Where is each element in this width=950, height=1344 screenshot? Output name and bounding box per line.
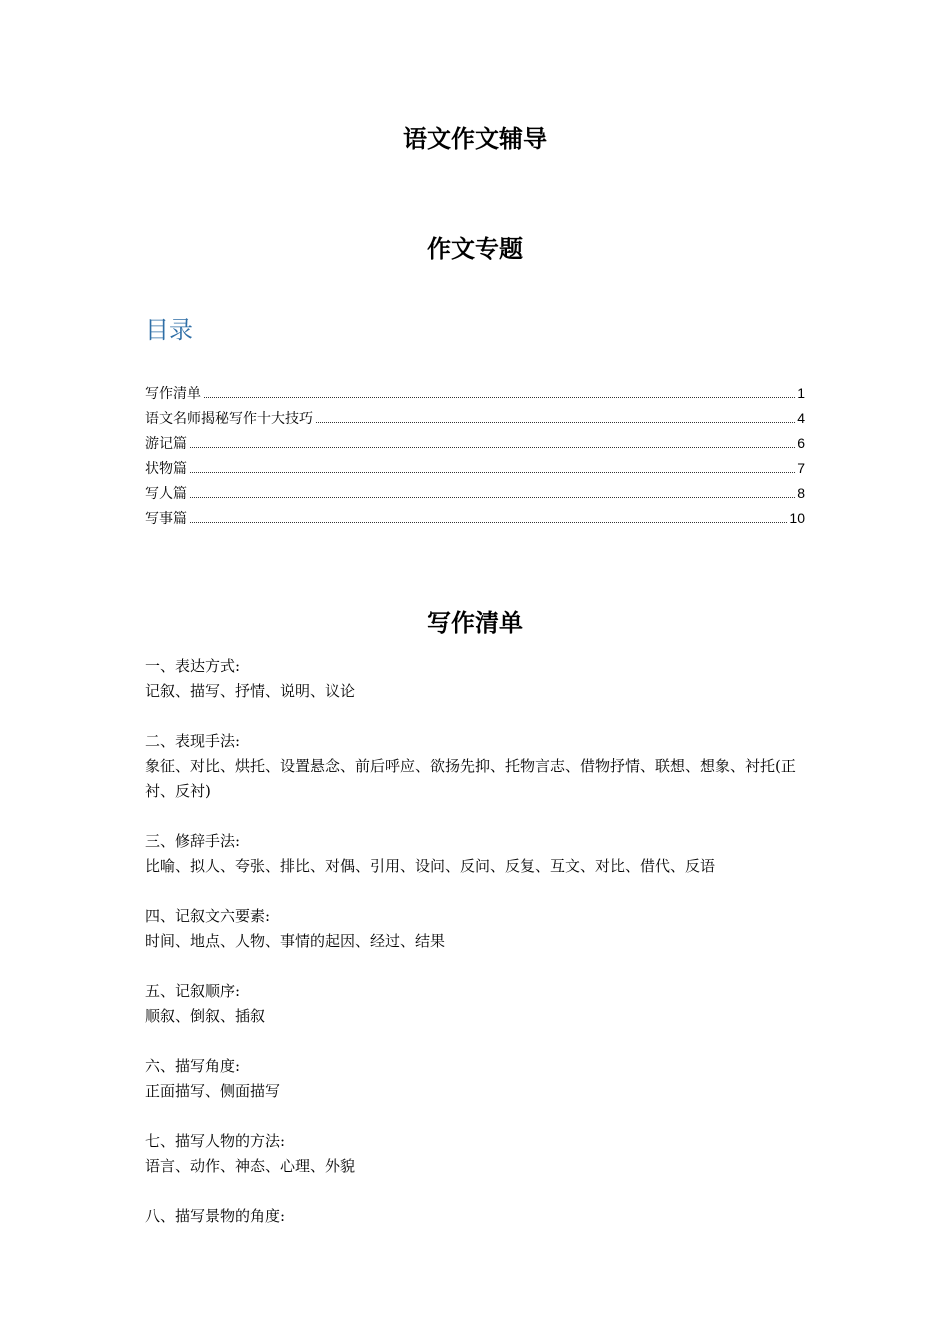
list-item bbox=[145, 729, 825, 804]
list-item bbox=[145, 1054, 825, 1104]
item-body: 记叙、描写、抒情、说明、议论 bbox=[145, 682, 356, 700]
item-heading: 四、记叙文六要素: bbox=[145, 907, 271, 925]
item-heading: 六、描写角度: bbox=[145, 1057, 241, 1075]
toc-entry-describing-objects[interactable] bbox=[145, 456, 805, 481]
toc-entry-label: 写事篇 bbox=[145, 511, 187, 527]
writing-checklist bbox=[145, 654, 825, 1254]
item-body: 正面描写、侧面描写 bbox=[145, 1082, 281, 1100]
item-heading: 八、描写景物的角度: bbox=[145, 1207, 286, 1225]
toc-dot-leader bbox=[190, 496, 795, 498]
toc-entry-page: 8 bbox=[797, 485, 805, 501]
toc-dot-leader bbox=[190, 471, 795, 473]
document-subtitle: 作文专题 bbox=[427, 234, 523, 263]
toc-dot-leader bbox=[204, 396, 795, 398]
toc-dot-leader bbox=[190, 521, 787, 523]
toc-entry-page: 1 bbox=[797, 385, 805, 401]
item-heading: 二、表现手法: bbox=[145, 732, 241, 750]
list-item bbox=[145, 979, 825, 1029]
list-item bbox=[145, 904, 825, 954]
toc-dot-leader bbox=[190, 446, 795, 448]
item-body: 象征、对比、烘托、设置悬念、前后呼应、欲扬先抑、托物言志、借物抒情、联想、想象、衬托(正衬、反衬) bbox=[145, 757, 796, 800]
toc-entry-label: 状物篇 bbox=[145, 461, 187, 477]
toc-entry-writing-checklist[interactable] bbox=[145, 381, 805, 406]
item-body: 顺叙、倒叙、插叙 bbox=[145, 1007, 266, 1025]
toc-entry-label: 游记篇 bbox=[145, 436, 187, 452]
toc-entry-page: 6 bbox=[797, 435, 805, 451]
item-heading: 七、描写人物的方法: bbox=[145, 1132, 286, 1150]
toc-entry-describing-people[interactable] bbox=[145, 481, 805, 506]
item-heading: 一、表达方式: bbox=[145, 657, 241, 675]
toc-dot-leader bbox=[316, 421, 795, 423]
toc-entry-travel-notes[interactable] bbox=[145, 431, 805, 456]
toc-heading: 目录 bbox=[145, 316, 193, 344]
list-item bbox=[145, 654, 825, 704]
item-heading: 三、修辞手法: bbox=[145, 832, 241, 850]
toc-entry-page: 10 bbox=[789, 510, 805, 526]
toc-entry-label: 语文名师揭秘写作十大技巧 bbox=[145, 411, 313, 427]
list-item bbox=[145, 1129, 825, 1179]
toc-entry-page: 4 bbox=[797, 410, 805, 426]
document-title: 语文作文辅导 bbox=[403, 125, 547, 153]
toc-entry-ten-techniques[interactable] bbox=[145, 406, 805, 431]
item-body: 时间、地点、人物、事情的起因、经过、结果 bbox=[145, 932, 446, 950]
item-body: 语言、动作、神态、心理、外貌 bbox=[145, 1157, 356, 1175]
list-item bbox=[145, 1204, 825, 1229]
toc-entry-describing-events[interactable] bbox=[145, 506, 805, 531]
toc-entry-label: 写作清单 bbox=[145, 386, 201, 402]
list-item bbox=[145, 829, 825, 879]
section-title: 写作清单 bbox=[427, 608, 523, 637]
item-heading: 五、记叙顺序: bbox=[145, 982, 241, 1000]
toc-entry-label: 写人篇 bbox=[145, 486, 187, 502]
item-body: 比喻、拟人、夸张、排比、对偶、引用、设问、反问、反复、互文、对比、借代、反语 bbox=[145, 857, 716, 875]
table-of-contents bbox=[145, 381, 805, 531]
toc-entry-page: 7 bbox=[797, 460, 805, 476]
